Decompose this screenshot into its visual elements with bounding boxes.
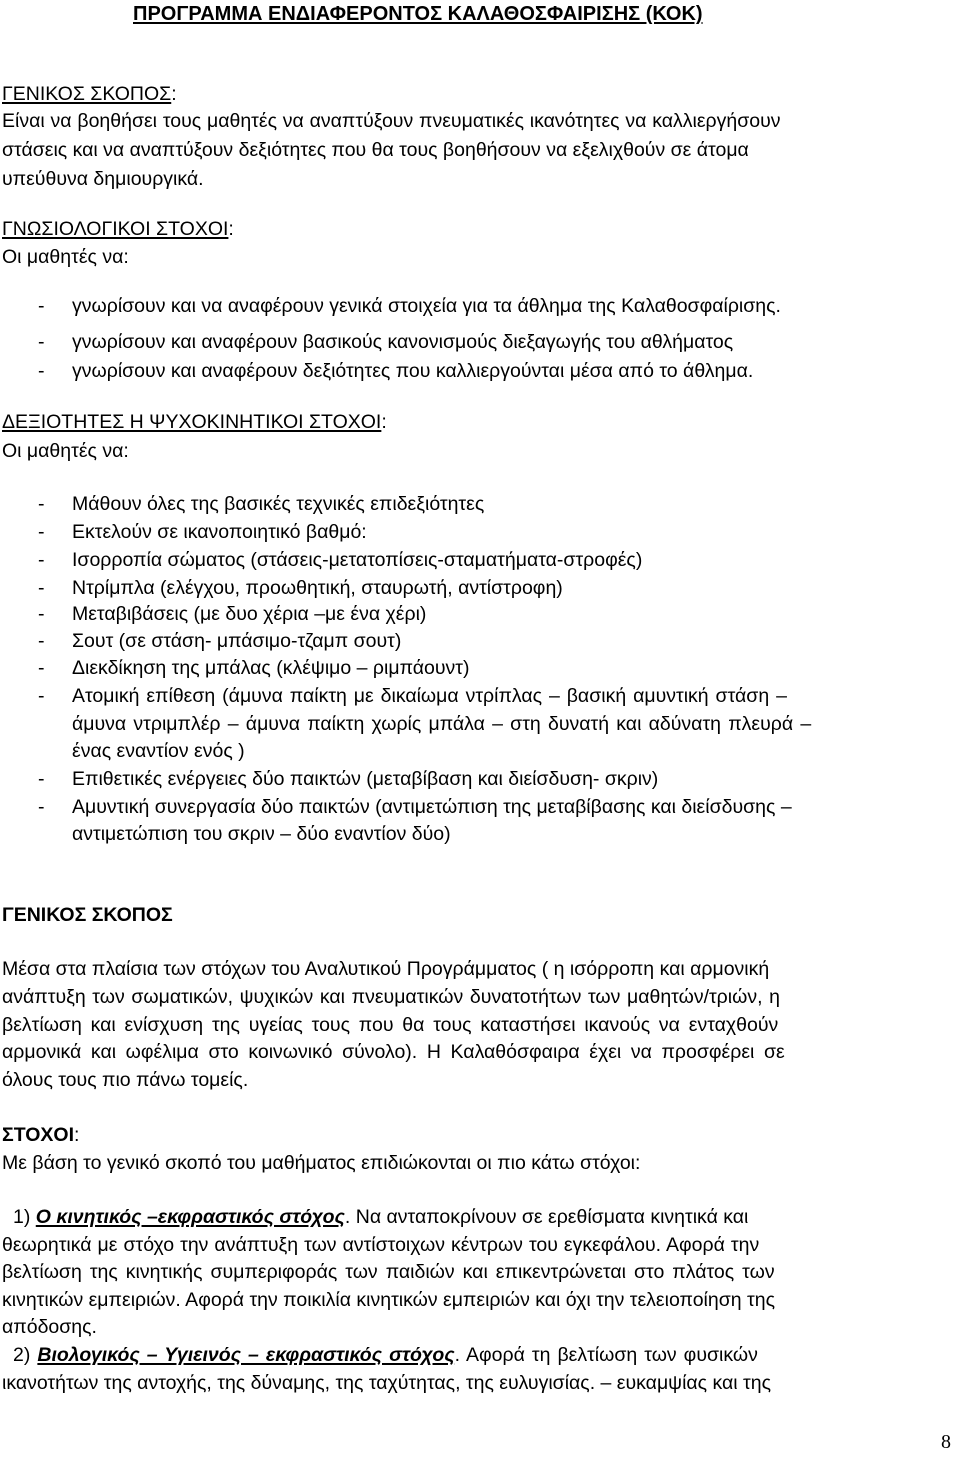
section-heading-psychomotor xyxy=(2,413,387,433)
section-heading-general-aim-2: ΓΕΝΙΚΟΣ ΣΚΟΠΟΣ xyxy=(2,904,173,926)
objective-text: . Να ανταποκρίνουν σε ερεθίσματα κινητικά και xyxy=(344,1206,749,1228)
list-dash: - xyxy=(38,768,45,790)
intro-text: Οι μαθητές να: xyxy=(2,440,129,462)
list-dash: - xyxy=(38,685,45,707)
list-dash: - xyxy=(38,360,45,382)
paragraph-line: απόδοσης. xyxy=(2,1316,97,1338)
paragraph-line: υπεύθυνα δημιουργικά. xyxy=(2,168,204,190)
paragraph-line: Μέσα στα πλαίσια των στόχων του Αναλυτικού Προγράμματος ( η ισόρροπη και αρμονική xyxy=(2,958,770,980)
objective-label: Ο κινητικός –εκφραστικός στόχος xyxy=(35,1206,345,1228)
objective-item-1-first-line xyxy=(13,1208,748,1228)
paragraph-line: βελτίωση της κινητικής συμπεριφοράς των παιδιών και επικεντρώνεται στο πλάτος των xyxy=(2,1261,775,1283)
heading-colon: : xyxy=(171,83,177,105)
list-dash: - xyxy=(38,796,45,818)
heading-colon: : xyxy=(228,218,234,240)
list-dash: - xyxy=(38,549,45,571)
list-item: Σουτ (σε στάση- μπάσιμο-τζαμπ σουτ) xyxy=(72,630,402,652)
document-title: ΠΡΟΓΡΑΜΜΑ ΕΝΔΙΑΦΕΡΟΝΤΟΣ ΚΑΛΑΘΟΣΦΑΙΡΙΣΗΣ (ΚΟΚ) xyxy=(133,3,703,25)
item-number: 1) xyxy=(13,1206,31,1228)
section-heading-objectives xyxy=(2,1126,79,1146)
heading-text: ΣΤΟΧΟΙ xyxy=(2,1124,75,1146)
list-item-continuation: ένας εναντίον ενός ) xyxy=(72,740,245,762)
list-item: Επιθετικές ενέργειες δύο παικτών (μεταβίβαση και διείσδυση- σκριν) xyxy=(72,768,659,790)
paragraph-line: ικανοτήτων της αντοχής, της δύναμης, της ταχύτητας, της ευλυγισίας. – ευκαμψίας και της xyxy=(2,1372,771,1394)
list-item: Ντρίμπλα (ελέγχου, προωθητική, σταυρωτή, αντίστροφη) xyxy=(72,577,563,599)
objective-text: . Αφορά τη βελτίωση των φυσικών xyxy=(454,1344,758,1366)
paragraph-line: αρμονικά και ωφέλιμα στο κοινωνικό σύνολο). Η Καλαθόσφαιρα έχει να προσφέρει σε xyxy=(2,1041,785,1063)
paragraph-line: στάσεις και να αναπτύξουν δεξιότητες που θα τους βοηθήσουν να εξελιχθούν σε άτομα xyxy=(2,139,749,161)
list-item: Διεκδίκηση της μπάλας (κλέψιμο – ριμπάουντ) xyxy=(72,657,470,679)
objective-label: Βιολογικός – Υγιεινός – εκφραστικός στόχος xyxy=(37,1344,455,1366)
intro-text: Οι μαθητές να: xyxy=(2,246,129,268)
list-item: Αμυντική συνεργασία δύο παικτών (αντιμετώπιση της μεταβίβασης και διείσδυσης – xyxy=(72,796,792,818)
list-item: γνωρίσουν και να αναφέρουν γενικά στοιχεία για τα άθλημα της Καλαθοσφαίρισης. xyxy=(72,295,781,317)
paragraph-line: κινητικών εμπειριών. Αφορά την ποικιλία κινητικών εμπειριών και όχι την τελειοποίηση της xyxy=(2,1289,775,1311)
paragraph-line: θεωρητικά με στόχο την ανάπτυξη των αντίστοιχων κέντρων του εγκεφάλου. Αφορά την xyxy=(2,1234,760,1256)
heading-colon: : xyxy=(381,411,387,433)
list-item: Μάθουν όλες της βασικές τεχνικές επιδεξιότητες xyxy=(72,493,485,515)
section-heading-cognitive xyxy=(2,220,234,240)
page-number: 8 xyxy=(941,1431,951,1453)
list-dash: - xyxy=(38,577,45,599)
intro-text: Με βάση το γενικό σκοπό του μαθήματος επιδιώκονται οι πιο κάτω στόχοι: xyxy=(2,1152,641,1174)
list-dash: - xyxy=(38,630,45,652)
objective-item-2-first-line xyxy=(13,1346,758,1366)
heading-colon: : xyxy=(74,1124,80,1146)
list-item: Μεταβιβάσεις (με δυο χέρια –με ένα χέρι) xyxy=(72,603,427,625)
heading-text: ΔΕΞΙΟΤΗΤΕΣ Η ΨΥΧΟΚΙΝΗΤΙΚΟΙ ΣΤΟΧΟΙ xyxy=(2,411,382,433)
paragraph-line: όλους τους πιο πάνω τομείς. xyxy=(2,1069,249,1091)
list-item: γνωρίσουν και αναφέρουν δεξιότητες που καλλιεργούνται μέσα από το άθλημα. xyxy=(72,360,754,382)
paragraph-line: Είναι να βοηθήσει τους μαθητές να αναπτύξουν πνευματικές ικανότητες να καλλιεργήσουν xyxy=(2,110,781,132)
heading-text: ΓΕΝΙΚΟΣ ΣΚΟΠΟΣ xyxy=(2,83,172,105)
list-item: γνωρίσουν και αναφέρουν βασικούς κανονισμούς διεξαγωγής του αθλήματος xyxy=(72,331,734,353)
list-item: Εκτελούν σε ικανοποιητικό βαθμό: xyxy=(72,521,367,543)
list-dash: - xyxy=(38,295,45,317)
list-dash: - xyxy=(38,603,45,625)
list-item: Ισορροπία σώματος (στάσεις-μετατοπίσεις-σταματήματα-στροφές) xyxy=(72,549,643,571)
list-dash: - xyxy=(38,331,45,353)
list-dash: - xyxy=(38,493,45,515)
list-dash: - xyxy=(38,521,45,543)
list-item-continuation: αντιμετώπιση του σκριν – δύο εναντίον δύο) xyxy=(72,823,451,845)
paragraph-line: ανάπτυξη των σωματικών, ψυχικών και πνευματικών δυνατοτήτων των μαθητών/τριών, η xyxy=(2,986,780,1008)
list-item: Ατομική επίθεση (άμυνα παίκτη με δικαίωμα ντρίπλας – βασική αμυντική στάση – xyxy=(72,685,787,707)
paragraph-line: βελτίωση και ενίσχυση της υγείας τους που θα τους καταστήσει ικανούς να ενταχθούν xyxy=(2,1014,779,1036)
item-number: 2) xyxy=(13,1344,31,1366)
list-item-continuation: άμυνα ντριμπλέρ – άμυνα παίκτη χωρίς μπάλα – στη δυνατή και αδύνατη πλευρά – xyxy=(72,713,812,735)
heading-text: ΓΝΩΣΙΟΛΟΓΙΚΟΙ ΣΤΟΧΟΙ xyxy=(2,218,229,240)
section-heading-general-aim xyxy=(2,85,177,105)
list-dash: - xyxy=(38,657,45,679)
